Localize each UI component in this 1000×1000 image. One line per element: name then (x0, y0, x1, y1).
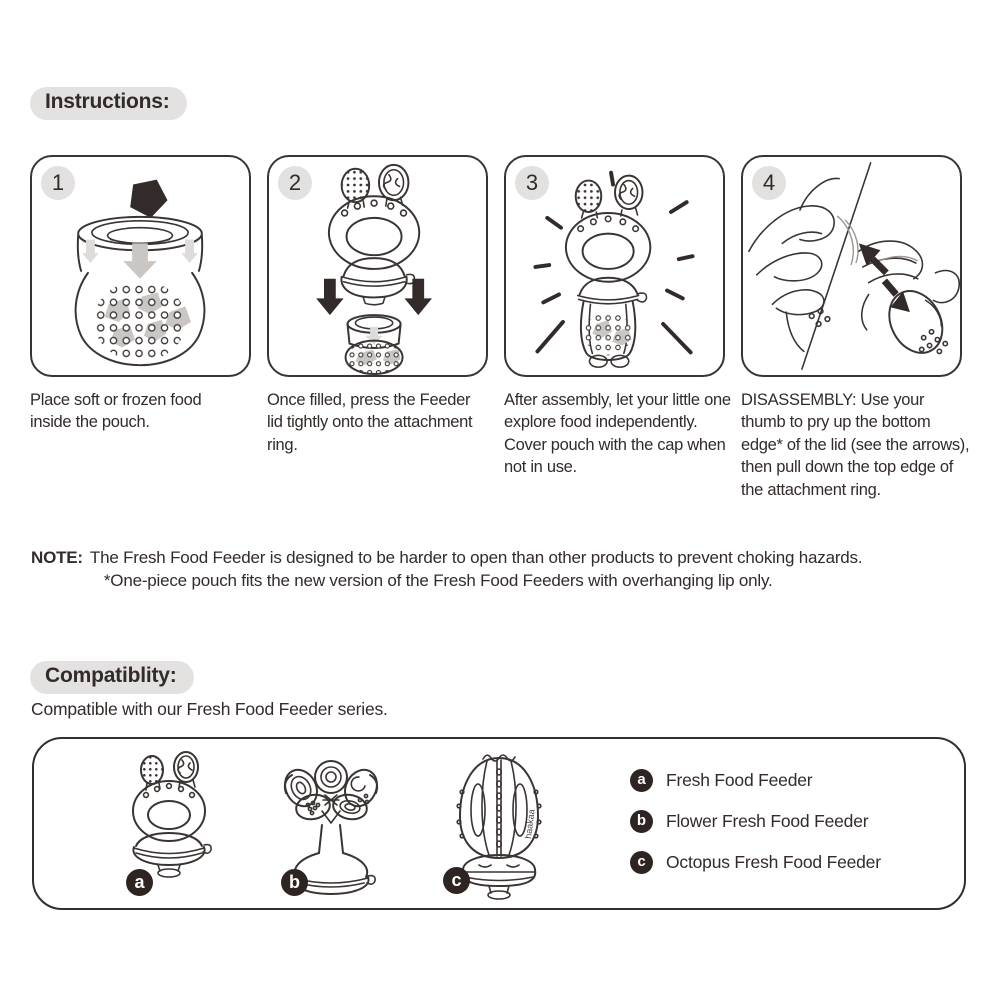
legend-badge-a: a (630, 769, 653, 792)
compatibility-box (32, 737, 966, 910)
legend-item-fresh-food-feeder (630, 769, 812, 792)
step-caption-1: Place soft or frozen food inside the pouch. (30, 391, 202, 432)
legend-label-b: Flower Fresh Food Feeder (666, 811, 869, 831)
note-label: NOTE: (31, 548, 83, 567)
product-badge-b: b (281, 869, 308, 896)
instructions-header (30, 87, 187, 120)
step-panel-4 (741, 155, 962, 377)
step-panel-2 (267, 155, 488, 377)
product-badge-a: a (126, 869, 153, 896)
step-panel-3 (504, 155, 725, 377)
fresh-food-feeder-illustration (106, 749, 236, 899)
step-number-badge: 3 (515, 166, 549, 200)
note-body (90, 546, 862, 593)
compatibility-intro: Compatible with our Fresh Food Feeder series. (31, 699, 388, 719)
legend-label-c: Octopus Fresh Food Feeder (666, 852, 881, 872)
step-caption-4: DISASSEMBLY: Use your thumb to pry up the bottom edge* of the lid (see the arrows), then pull down the top edge of the attachment ring. (741, 391, 970, 499)
legend-item-flower-fresh-food-feeder (630, 810, 868, 833)
step-number-badge: 1 (41, 166, 75, 200)
product-fresh-food-feeder (106, 749, 236, 899)
legend-label-a: Fresh Food Feeder (666, 770, 813, 790)
instructions-header-label: Instructions: (45, 90, 170, 113)
product-badge-c: c (443, 867, 470, 894)
step-number-badge: 2 (278, 166, 312, 200)
legend-badge-c: c (630, 851, 653, 874)
note-block (31, 546, 971, 593)
brand-text: haakaa (523, 808, 537, 840)
step-panel-1 (30, 155, 251, 377)
note-line-2: *One-piece pouch fits the new version of the Fresh Food Feeders with overhanging lip only. (103, 571, 773, 591)
compatibility-header (30, 661, 194, 694)
step-caption-3: After assembly, let your little one explore food independently. Cover pouch with the cap when not in use. (504, 391, 731, 477)
legend-item-octopus-fresh-food-feeder (630, 851, 881, 874)
step-caption-2: Once filled, press the Feeder lid tightly onto the attachment ring. (267, 391, 473, 454)
step-number-badge: 4 (752, 166, 786, 200)
note-line-1: The Fresh Food Feeder is designed to be harder to open than other products to prevent choking hazards. (89, 548, 863, 567)
legend-badge-b: b (630, 810, 653, 833)
compatibility-header-label: Compatiblity: (45, 664, 177, 687)
